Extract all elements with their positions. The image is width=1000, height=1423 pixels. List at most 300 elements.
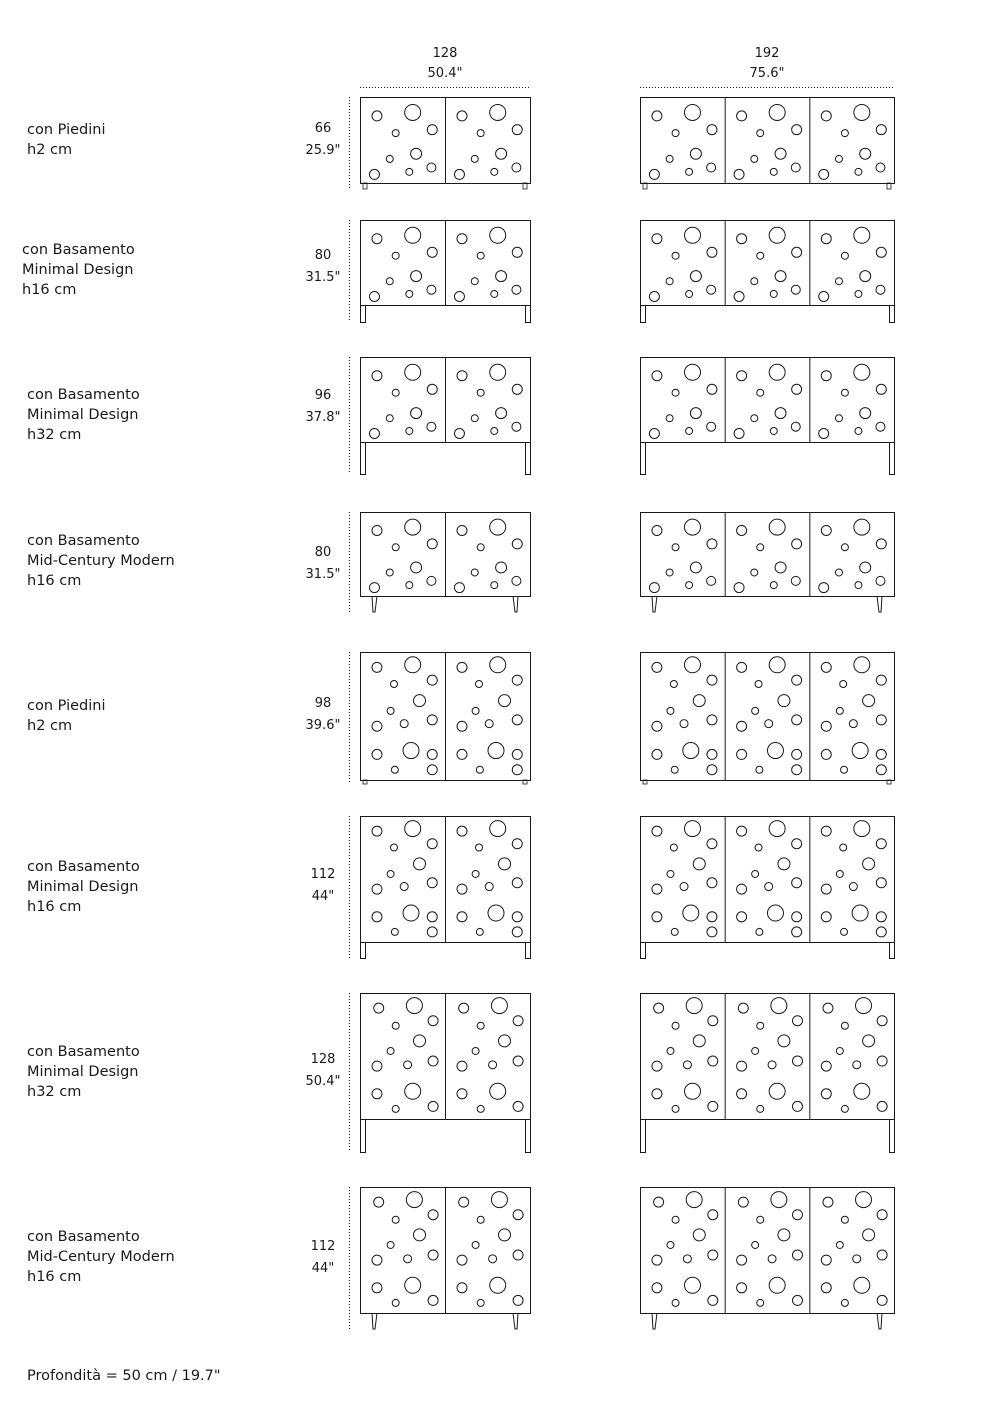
door-hole: [757, 389, 764, 396]
door-hole: [686, 998, 702, 1014]
door-hole: [372, 1089, 382, 1099]
door-hole: [686, 582, 693, 589]
door-hole: [690, 562, 701, 573]
door-hole: [684, 657, 700, 673]
door-hole: [652, 721, 662, 731]
door-hole: [387, 707, 394, 714]
row-label-line: Mid-Century Modern: [27, 553, 175, 569]
door-hole: [672, 1216, 679, 1223]
door-hole: [752, 1241, 759, 1248]
door-hole: [765, 720, 773, 728]
sideboard-drawing: [641, 816, 895, 959]
door-hole: [707, 384, 717, 394]
door-hole: [707, 715, 717, 725]
door-hole: [819, 292, 829, 302]
door-hole: [757, 1299, 764, 1306]
door-hole: [405, 1083, 421, 1099]
door-hole: [471, 415, 478, 422]
door-hole: [819, 583, 829, 593]
cabinet-leg: [652, 596, 657, 612]
door-hole: [374, 1197, 384, 1207]
door-hole: [386, 155, 393, 162]
door-hole: [672, 1299, 679, 1306]
door-hole: [406, 582, 413, 589]
door-hole: [476, 681, 483, 688]
door-hole: [428, 1250, 438, 1260]
door-hole: [693, 858, 705, 870]
door-hole: [680, 883, 688, 891]
door-hole: [841, 1216, 848, 1223]
door-hole: [856, 1192, 872, 1208]
door-hole: [771, 1192, 787, 1208]
door-hole: [512, 247, 522, 257]
door-hole: [667, 1241, 674, 1248]
door-hole: [683, 743, 699, 759]
door-hole: [792, 912, 802, 922]
door-hole: [876, 749, 886, 759]
door-hole: [792, 927, 802, 937]
door-hole: [666, 569, 673, 576]
door-hole: [496, 408, 507, 419]
cabinet-leg: [372, 596, 377, 612]
door-hole: [372, 912, 382, 922]
door-hole: [457, 749, 467, 759]
door-hole: [792, 715, 802, 725]
door-hole: [876, 878, 886, 888]
door-hole: [427, 247, 437, 257]
door-hole: [670, 681, 677, 688]
door-hole: [457, 1255, 467, 1265]
door-hole: [670, 844, 677, 851]
door-hole: [457, 111, 467, 121]
door-hole: [457, 662, 467, 672]
cabinet-leg: [526, 943, 531, 959]
door-hole: [840, 844, 847, 851]
door-hole: [792, 1250, 802, 1260]
row-label-line: con Basamento: [27, 859, 140, 875]
cabinet-leg: [641, 443, 646, 475]
door-hole: [819, 429, 829, 439]
door-hole: [649, 292, 659, 302]
door-hole: [707, 247, 717, 257]
cabinet-body: [641, 221, 895, 306]
door-hole: [853, 1061, 861, 1069]
door-hole: [457, 721, 467, 731]
cabinet-leg: [641, 306, 646, 323]
door-hole: [672, 252, 679, 259]
door-hole: [374, 1003, 384, 1013]
cabinet-body: [641, 1188, 895, 1314]
door-hole: [863, 1229, 875, 1241]
door-hole: [666, 278, 673, 285]
door-hole: [684, 821, 700, 837]
door-hole: [372, 1283, 382, 1293]
door-hole: [512, 285, 521, 294]
door-hole: [708, 1250, 718, 1260]
door-hole: [406, 998, 422, 1014]
door-hole: [400, 883, 408, 891]
door-hole: [649, 169, 659, 179]
door-hole: [853, 1255, 861, 1263]
door-hole: [771, 998, 787, 1014]
door-hole: [690, 148, 701, 159]
door-hole: [672, 544, 679, 551]
door-hole: [707, 912, 717, 922]
door-hole: [392, 1105, 399, 1112]
door-hole: [792, 878, 802, 888]
door-hole: [392, 1022, 399, 1029]
door-hole: [769, 657, 785, 673]
door-hole: [855, 168, 862, 175]
door-hole: [369, 292, 379, 302]
door-hole: [672, 389, 679, 396]
door-hole: [707, 749, 717, 759]
door-hole: [819, 169, 829, 179]
door-hole: [836, 1047, 843, 1054]
cabinet-leg: [526, 306, 531, 323]
door-hole: [512, 765, 522, 775]
cabinet-leg: [526, 443, 531, 475]
door-hole: [489, 1255, 497, 1263]
door-hole: [841, 130, 848, 137]
door-hole: [427, 576, 436, 585]
door-hole: [835, 155, 842, 162]
door-hole: [427, 163, 436, 172]
door-hole: [821, 884, 831, 894]
door-hole: [485, 720, 493, 728]
door-hole: [652, 234, 662, 244]
door-hole: [836, 707, 843, 714]
door-hole: [792, 839, 802, 849]
cabinet-body: [641, 358, 895, 443]
door-hole: [489, 1061, 497, 1069]
door-hole: [707, 163, 716, 172]
door-hole: [751, 415, 758, 422]
door-hole: [707, 422, 716, 431]
row-label-line: h32 cm: [27, 1084, 82, 1100]
door-hole: [652, 1061, 662, 1071]
door-hole: [770, 168, 777, 175]
door-hole: [877, 1250, 887, 1260]
door-hole: [513, 1101, 523, 1111]
cabinet-leg: [890, 443, 895, 475]
door-hole: [471, 278, 478, 285]
door-hole: [769, 227, 785, 243]
door-hole: [472, 870, 479, 877]
door-hole: [667, 707, 674, 714]
door-hole: [512, 576, 521, 585]
row-label-line: h2 cm: [27, 142, 73, 158]
door-hole: [769, 364, 785, 380]
door-hole: [768, 1061, 776, 1069]
door-hole: [707, 576, 716, 585]
door-hole: [876, 675, 886, 685]
door-hole: [841, 1299, 848, 1306]
door-hole: [778, 858, 790, 870]
door-hole: [427, 384, 437, 394]
door-hole: [876, 247, 886, 257]
door-hole: [491, 290, 498, 297]
door-hole: [823, 1003, 833, 1013]
door-hole: [683, 1255, 691, 1263]
door-hole: [477, 130, 484, 137]
door-hole: [654, 1197, 664, 1207]
door-hole: [405, 657, 421, 673]
door-hole: [372, 111, 382, 121]
door-hole: [852, 743, 868, 759]
row-label-line: Minimal Design: [22, 262, 134, 278]
depth-footnote: Profondità = 50 cm / 19.7": [27, 1368, 221, 1384]
door-hole: [414, 695, 426, 707]
door-hole: [876, 927, 886, 937]
door-hole: [391, 766, 398, 773]
door-hole: [512, 422, 521, 431]
door-hole: [876, 576, 885, 585]
door-hole: [406, 290, 413, 297]
cabinet-leg: [372, 1313, 377, 1329]
row-label-line: h16 cm: [27, 899, 82, 915]
door-hole: [513, 1056, 523, 1066]
door-hole: [821, 662, 831, 672]
height-cm: 66: [314, 121, 332, 136]
door-hole: [406, 1192, 422, 1208]
door-hole: [372, 749, 382, 759]
door-hole: [863, 695, 875, 707]
cabinet-leg: [877, 596, 882, 612]
sideboard-drawing: [361, 652, 531, 784]
door-hole: [457, 912, 467, 922]
door-hole: [499, 1229, 511, 1241]
height-cm: 96: [314, 388, 332, 403]
door-hole: [392, 130, 399, 137]
height-inches: 44": [311, 1261, 335, 1276]
door-hole: [841, 252, 848, 259]
cabinet-leg: [361, 943, 366, 959]
door-hole: [387, 870, 394, 877]
door-hole: [737, 1061, 747, 1071]
door-hole: [386, 415, 393, 422]
door-hole: [512, 163, 521, 172]
cabinet-body: [641, 817, 895, 943]
sideboard-drawing: [641, 652, 895, 784]
row-label-line: Mid-Century Modern: [27, 1249, 175, 1265]
door-hole: [684, 1083, 700, 1099]
door-hole: [428, 1101, 438, 1111]
door-hole: [836, 1241, 843, 1248]
door-hole: [512, 839, 522, 849]
cabinet-leg: [641, 943, 646, 959]
door-hole: [686, 168, 693, 175]
sideboard-drawing: [361, 1187, 531, 1329]
door-hole: [737, 912, 747, 922]
cabinet-body: [641, 98, 895, 184]
door-hole: [667, 870, 674, 877]
door-hole: [405, 104, 421, 120]
sideboard-drawing: [641, 357, 895, 475]
height-cm: 80: [314, 545, 332, 560]
door-hole: [496, 271, 507, 282]
door-hole: [372, 721, 382, 731]
cabinet-leg: [361, 306, 366, 323]
door-hole: [693, 1035, 705, 1047]
door-hole: [513, 1295, 523, 1305]
row-label-line: h2 cm: [27, 718, 73, 734]
door-hole: [392, 1216, 399, 1223]
door-hole: [369, 169, 379, 179]
door-hole: [755, 681, 762, 688]
door-hole: [652, 884, 662, 894]
door-hole: [457, 1089, 467, 1099]
door-hole: [775, 148, 786, 159]
door-hole: [427, 839, 437, 849]
door-hole: [457, 234, 467, 244]
height-inches: 50.4": [305, 1074, 341, 1089]
door-hole: [372, 826, 382, 836]
door-hole: [707, 125, 717, 135]
door-hole: [757, 1216, 764, 1223]
door-hole: [652, 371, 662, 381]
door-hole: [652, 749, 662, 759]
row-label-line: Minimal Design: [27, 1064, 139, 1080]
height-cm: 80: [314, 248, 332, 263]
door-hole: [512, 715, 522, 725]
sideboard-drawing: [641, 512, 895, 612]
door-hole: [821, 749, 831, 759]
door-hole: [400, 720, 408, 728]
door-hole: [737, 826, 747, 836]
door-hole: [775, 408, 786, 419]
door-hole: [737, 749, 747, 759]
door-hole: [513, 1250, 523, 1260]
door-hole: [477, 389, 484, 396]
door-hole: [821, 234, 831, 244]
door-hole: [459, 1197, 469, 1207]
door-hole: [876, 539, 886, 549]
row-label-line: con Basamento: [27, 1044, 140, 1060]
row-label-line: h16 cm: [27, 573, 82, 589]
door-hole: [854, 657, 870, 673]
row-label-line: con Basamento: [27, 387, 140, 403]
sideboard-drawing: [641, 220, 895, 323]
door-hole: [821, 371, 831, 381]
door-hole: [512, 384, 522, 394]
door-hole: [792, 675, 802, 685]
door-hole: [821, 721, 831, 731]
door-hole: [792, 1101, 802, 1111]
door-hole: [737, 1089, 747, 1099]
row-label-line: con Basamento: [27, 533, 140, 549]
door-hole: [835, 415, 842, 422]
door-hole: [477, 1105, 484, 1112]
door-hole: [841, 766, 848, 773]
door-hole: [490, 227, 506, 243]
door-hole: [672, 1105, 679, 1112]
door-hole: [672, 1022, 679, 1029]
door-hole: [457, 1283, 467, 1293]
door-hole: [392, 1299, 399, 1306]
door-hole: [652, 111, 662, 121]
door-hole: [751, 155, 758, 162]
cabinet-body: [641, 653, 895, 781]
door-hole: [876, 125, 886, 135]
sideboard-drawing: [641, 97, 895, 189]
door-hole: [427, 285, 436, 294]
door-hole: [734, 169, 744, 179]
door-hole: [752, 707, 759, 714]
door-hole: [876, 839, 886, 849]
door-hole: [863, 1035, 875, 1047]
door-hole: [854, 1277, 870, 1293]
door-hole: [491, 168, 498, 175]
door-hole: [852, 905, 868, 921]
cabinet-leg: [877, 1313, 882, 1329]
door-hole: [778, 1035, 790, 1047]
door-hole: [476, 928, 483, 935]
door-hole: [403, 743, 419, 759]
door-hole: [652, 912, 662, 922]
door-hole: [477, 1216, 484, 1223]
cabinet-leg: [641, 1120, 646, 1153]
door-hole: [512, 927, 522, 937]
door-hole: [707, 839, 717, 849]
cabinet-leg: [890, 943, 895, 959]
door-hole: [686, 1192, 702, 1208]
door-hole: [737, 371, 747, 381]
cabinet-leg: [526, 1120, 531, 1153]
door-hole: [428, 1295, 438, 1305]
door-hole: [770, 427, 777, 434]
door-hole: [476, 844, 483, 851]
door-hole: [406, 168, 413, 175]
door-hole: [386, 278, 393, 285]
door-hole: [490, 1083, 506, 1099]
door-hole: [652, 1283, 662, 1293]
door-hole: [652, 826, 662, 836]
door-hole: [792, 125, 802, 135]
door-hole: [854, 1083, 870, 1099]
cabinet-leg: [890, 1120, 895, 1153]
door-hole: [821, 1061, 831, 1071]
door-hole: [708, 1056, 718, 1066]
door-hole: [854, 227, 870, 243]
door-hole: [405, 821, 421, 837]
door-hole: [411, 148, 422, 159]
door-hole: [490, 1277, 506, 1293]
door-hole: [849, 883, 857, 891]
door-hole: [680, 720, 688, 728]
door-hole: [671, 928, 678, 935]
door-hole: [427, 539, 437, 549]
door-hole: [734, 292, 744, 302]
sideboard-drawing: [361, 512, 531, 612]
door-hole: [860, 271, 871, 282]
door-hole: [738, 1197, 748, 1207]
door-hole: [513, 1016, 523, 1026]
door-hole: [792, 749, 802, 759]
door-hole: [684, 519, 700, 535]
door-hole: [667, 1047, 674, 1054]
door-hole: [792, 1016, 802, 1026]
door-hole: [755, 844, 762, 851]
door-hole: [690, 408, 701, 419]
door-hole: [757, 1105, 764, 1112]
door-hole: [499, 858, 511, 870]
door-hole: [427, 749, 437, 759]
sideboard-drawing: [641, 1187, 895, 1329]
door-hole: [672, 130, 679, 137]
door-hole: [757, 130, 764, 137]
sideboard-drawing: [361, 357, 531, 475]
